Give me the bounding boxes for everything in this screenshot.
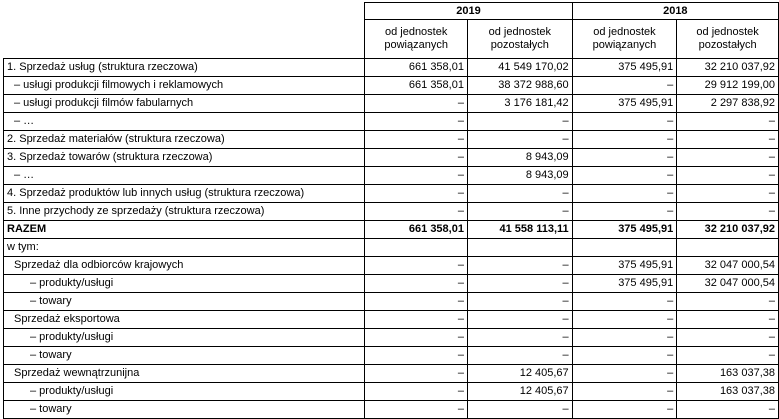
row-value: 375 495,91 bbox=[572, 257, 677, 275]
table-row bbox=[4, 329, 779, 347]
row-value: – bbox=[365, 131, 468, 149]
row-value: – bbox=[467, 347, 572, 365]
row-value: – bbox=[365, 113, 468, 131]
row-value: – bbox=[467, 185, 572, 203]
table-row bbox=[4, 131, 779, 149]
row-value: – bbox=[572, 401, 677, 419]
row-value: 661 358,01 bbox=[365, 59, 468, 77]
row-value: – bbox=[365, 203, 468, 221]
row-value: 163 037,38 bbox=[677, 383, 779, 401]
row-value: – bbox=[677, 401, 779, 419]
row-value: – bbox=[572, 329, 677, 347]
row-label: – produkty/usługi bbox=[4, 383, 365, 401]
row-value: – bbox=[677, 149, 779, 167]
row-value: – bbox=[677, 347, 779, 365]
table-row bbox=[4, 59, 779, 77]
row-value: – bbox=[572, 203, 677, 221]
row-label: – usługi produkcji filmów fabularnych bbox=[4, 95, 365, 113]
row-value: 12 405,67 bbox=[467, 383, 572, 401]
row-value: – bbox=[365, 347, 468, 365]
row-value: – bbox=[677, 131, 779, 149]
row-value: – bbox=[572, 77, 677, 95]
row-value: – bbox=[572, 167, 677, 185]
table-row bbox=[4, 149, 779, 167]
row-value: 8 943,09 bbox=[467, 149, 572, 167]
row-value: – bbox=[572, 311, 677, 329]
row-value: – bbox=[677, 329, 779, 347]
row-value: – bbox=[365, 275, 468, 293]
row-value: – bbox=[365, 293, 468, 311]
row-value: – bbox=[467, 329, 572, 347]
row-value: 41 558 113,11 bbox=[467, 221, 572, 239]
table-row bbox=[4, 383, 779, 401]
row-value bbox=[365, 239, 468, 257]
row-value: – bbox=[467, 203, 572, 221]
table-row bbox=[4, 113, 779, 131]
row-label: 1. Sprzedaż usług (struktura rzeczowa) bbox=[4, 59, 365, 77]
row-label: – produkty/usługi bbox=[4, 329, 365, 347]
row-label: 3. Sprzedaż towarów (struktura rzeczowa) bbox=[4, 149, 365, 167]
row-value: – bbox=[365, 311, 468, 329]
table-row bbox=[4, 401, 779, 419]
row-value: – bbox=[572, 365, 677, 383]
row-value: 375 495,91 bbox=[572, 95, 677, 113]
row-value: – bbox=[467, 257, 572, 275]
row-label: Sprzedaż dla odbiorców krajowych bbox=[4, 257, 365, 275]
row-value: – bbox=[572, 383, 677, 401]
row-value: 38 372 988,60 bbox=[467, 77, 572, 95]
table-row bbox=[4, 185, 779, 203]
row-value: 3 176 181,42 bbox=[467, 95, 572, 113]
row-value: 32 210 037,92 bbox=[677, 59, 779, 77]
table-row bbox=[4, 221, 779, 239]
row-value: 375 495,91 bbox=[572, 221, 677, 239]
row-value: – bbox=[467, 131, 572, 149]
table-row bbox=[4, 257, 779, 275]
row-value: – bbox=[365, 365, 468, 383]
row-label: – … bbox=[4, 113, 365, 131]
row-label: – towary bbox=[4, 401, 365, 419]
revenue-table bbox=[3, 2, 779, 419]
table-row bbox=[4, 293, 779, 311]
col-2019-other: od jednostek pozostałych bbox=[467, 20, 572, 59]
year-2019-header: 2019 bbox=[365, 3, 572, 20]
row-label: – towary bbox=[4, 347, 365, 365]
table-row bbox=[4, 275, 779, 293]
row-value: – bbox=[677, 185, 779, 203]
row-value: – bbox=[365, 383, 468, 401]
row-value: – bbox=[467, 311, 572, 329]
table-row bbox=[4, 77, 779, 95]
table-row bbox=[4, 203, 779, 221]
row-value: – bbox=[572, 113, 677, 131]
row-value: 29 912 199,00 bbox=[677, 77, 779, 95]
row-label: w tym: bbox=[4, 239, 365, 257]
row-value: 163 037,38 bbox=[677, 365, 779, 383]
row-value: 32 210 037,92 bbox=[677, 221, 779, 239]
row-label: 2. Sprzedaż materiałów (struktura rzeczowa) bbox=[4, 131, 365, 149]
col-2019-related: od jednostek powiązanych bbox=[365, 20, 468, 59]
row-label: – usługi produkcji filmowych i reklamowych bbox=[4, 77, 365, 95]
row-value: 12 405,67 bbox=[467, 365, 572, 383]
row-value: – bbox=[365, 329, 468, 347]
row-value: – bbox=[677, 113, 779, 131]
row-label: Sprzedaż wewnątrzunijna bbox=[4, 365, 365, 383]
table-row bbox=[4, 239, 779, 257]
row-value: – bbox=[467, 275, 572, 293]
table-row bbox=[4, 311, 779, 329]
row-label: – towary bbox=[4, 293, 365, 311]
row-value: 2 297 838,92 bbox=[677, 95, 779, 113]
row-value: 375 495,91 bbox=[572, 59, 677, 77]
row-value bbox=[677, 239, 779, 257]
row-value: – bbox=[677, 311, 779, 329]
row-value: – bbox=[467, 293, 572, 311]
row-value: – bbox=[365, 185, 468, 203]
row-value: 32 047 000,54 bbox=[677, 275, 779, 293]
row-value: – bbox=[677, 167, 779, 185]
col-2018-related: od jednostek powiązanych bbox=[572, 20, 677, 59]
table-row bbox=[4, 167, 779, 185]
year-2018-header: 2018 bbox=[572, 3, 778, 20]
row-value: 32 047 000,54 bbox=[677, 257, 779, 275]
row-value: – bbox=[572, 185, 677, 203]
row-value: – bbox=[365, 257, 468, 275]
row-value: 661 358,01 bbox=[365, 221, 468, 239]
row-value: – bbox=[572, 347, 677, 365]
row-value bbox=[467, 239, 572, 257]
row-value: – bbox=[467, 401, 572, 419]
row-value: 8 943,09 bbox=[467, 167, 572, 185]
row-value: – bbox=[467, 113, 572, 131]
row-label: 5. Inne przychody ze sprzedaży (struktura rzeczowa) bbox=[4, 203, 365, 221]
row-value: – bbox=[572, 149, 677, 167]
row-value: – bbox=[677, 203, 779, 221]
row-value: – bbox=[365, 149, 468, 167]
col-2018-other: od jednostek pozostałych bbox=[677, 20, 779, 59]
row-value: – bbox=[572, 293, 677, 311]
row-value bbox=[572, 239, 677, 257]
row-label: Sprzedaż eksportowa bbox=[4, 311, 365, 329]
table-row bbox=[4, 347, 779, 365]
row-value: 375 495,91 bbox=[572, 275, 677, 293]
row-value: – bbox=[365, 401, 468, 419]
row-value: – bbox=[677, 293, 779, 311]
header-corner bbox=[4, 3, 365, 59]
row-label: – … bbox=[4, 167, 365, 185]
year-header-row bbox=[4, 3, 779, 20]
table-row bbox=[4, 95, 779, 113]
row-label: – produkty/usługi bbox=[4, 275, 365, 293]
row-value: 661 358,01 bbox=[365, 77, 468, 95]
row-value: – bbox=[365, 95, 468, 113]
row-label: 4. Sprzedaż produktów lub innych usług (struktura rzeczowa) bbox=[4, 185, 365, 203]
row-value: – bbox=[572, 131, 677, 149]
row-value: 41 549 170,02 bbox=[467, 59, 572, 77]
row-value: – bbox=[365, 167, 468, 185]
table-row bbox=[4, 365, 779, 383]
row-label: RAZEM bbox=[4, 221, 365, 239]
